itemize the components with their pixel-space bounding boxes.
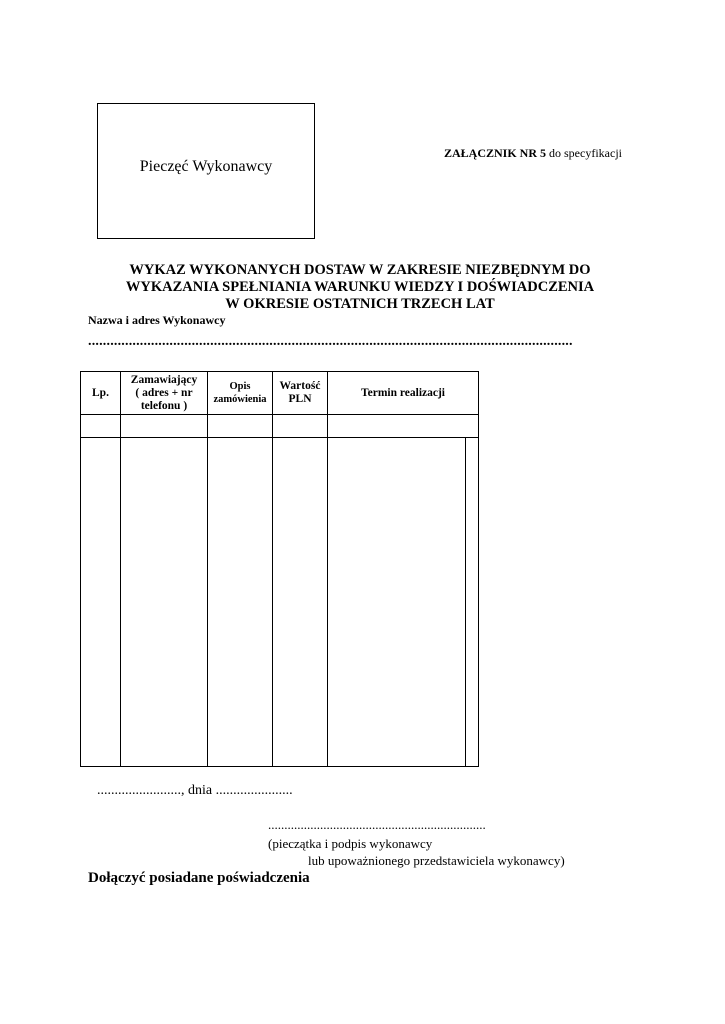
header-ordering-party (121, 372, 208, 415)
contractor-address-field[interactable]: ................................................................................................................................... (88, 334, 573, 349)
title-line-3: W OKRESIE OSTATNICH TRZECH LAT (225, 296, 495, 312)
place-date-field[interactable]: ........................, dnia ...................... (97, 783, 293, 798)
title-line-2: WYKAZANIA SPEŁNIANIA WARUNKU WIEDZY I DOŚWIADCZENIA (125, 279, 595, 295)
header-ordering-line-3: telefonu ) (140, 399, 188, 412)
header-value-line-1: Wartość (279, 380, 321, 392)
table-row (81, 438, 479, 767)
document-title (80, 262, 640, 313)
deliveries-table (80, 371, 479, 767)
annex-number: ZAŁĄCZNIK NR 5 (444, 146, 547, 160)
table-cell[interactable] (273, 438, 328, 767)
title-line-1: WYKAZ WYKONANYCH DOSTAW W ZAKRESIE NIEZBĘDNYM DO (129, 262, 591, 278)
header-description-line-1: Opis (229, 381, 251, 392)
header-value (273, 372, 328, 415)
table-inner-rule (465, 437, 466, 766)
annex-label (444, 146, 622, 161)
signature-field[interactable]: ................................................................... (268, 817, 486, 832)
table-cell[interactable] (81, 438, 121, 767)
header-value-line-2: PLN (288, 393, 312, 405)
stamp-label: Pieczęć Wykonawcy (139, 158, 273, 175)
table-row (81, 415, 479, 438)
header-lp: Lp. (81, 372, 121, 415)
table-cell[interactable] (273, 415, 328, 438)
table-cell[interactable] (81, 415, 121, 438)
header-ordering-line-2: ( adres + nr (135, 386, 193, 399)
header-ordering-line-1: Zamawiający (130, 373, 198, 386)
header-term: Termin realizacji (328, 372, 479, 415)
signature-caption-line-1: (pieczątka i podpis wykonawcy (268, 836, 433, 851)
table-cell[interactable] (328, 438, 479, 767)
table-header-row (81, 372, 479, 415)
table-cell[interactable] (208, 438, 273, 767)
header-description-line-2: zamówienia (213, 394, 267, 405)
table-cell[interactable] (121, 438, 208, 767)
header-description (208, 372, 273, 415)
annex-suffix: do specyfikacji (546, 146, 622, 160)
signature-caption-line-2: lub upoważnionego przedstawiciela wykonawcy) (308, 853, 565, 868)
attachments-note: Dołączyć posiadane poświadczenia (88, 870, 310, 886)
table-cell[interactable] (121, 415, 208, 438)
contractor-address-label: Nazwa i adres Wykonawcy (88, 313, 226, 327)
table-cell[interactable] (208, 415, 273, 438)
table-cell[interactable] (328, 415, 479, 438)
